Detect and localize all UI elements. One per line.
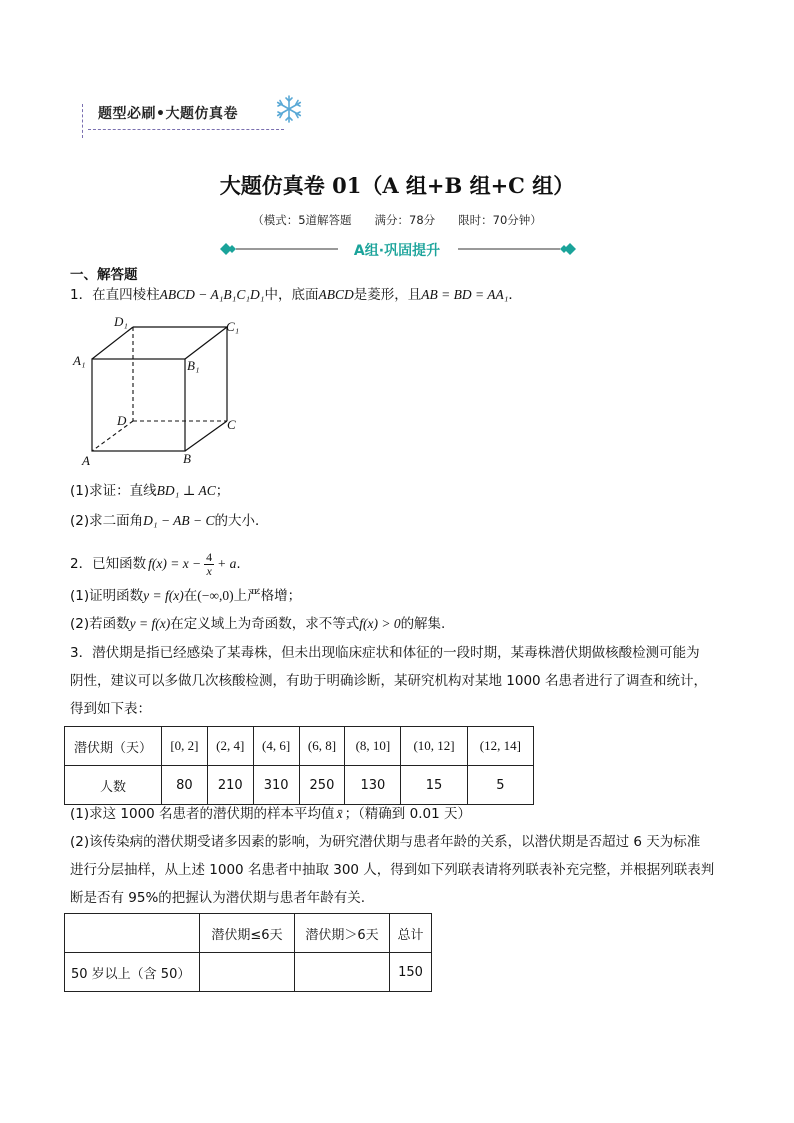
- question-2-part-2: (2)若函数y = f(x)在定义域上为奇函数，求不等式f(x) > 0的解集.: [70, 616, 446, 632]
- count-cell: 15: [401, 766, 467, 805]
- vertex-label-c: C: [227, 417, 236, 432]
- question-1-stem: 1．在直四棱柱ABCD − A₁B₁C₁D₁中，底面ABCD是菱形，且AB = BD = AA₁．: [70, 287, 522, 303]
- header-vertical-rule: [82, 104, 83, 138]
- question-3-part-2-line-2: 进行分层抽样，从上述 1000 名患者中抽取 300 人，得到如下列联表请将列联表补充完整，并根据列联表判: [70, 862, 715, 878]
- table-row: [65, 727, 534, 766]
- question-3-line-3: 得到如下表：: [70, 701, 151, 717]
- question-3-line-1: 3．潜伏期是指已经感染了某毒株，但未出现临床症状和体征的一段时期，某毒株潜伏期做核酸检测可能为: [70, 645, 700, 661]
- count-cell: 310: [253, 766, 299, 805]
- question-1-part-2: (2)求二面角D₁ − AB − C的大小．: [70, 513, 269, 529]
- header-horizontal-rule: [88, 129, 284, 130]
- vertex-label-a: A: [82, 453, 90, 468]
- row-label-over-50: 50 岁以上（含 50）: [65, 953, 200, 992]
- incubation-table: [64, 726, 534, 805]
- table-row: [65, 914, 432, 953]
- row-header-incubation: 潜伏期（天）: [65, 727, 162, 766]
- header-cell: [65, 914, 200, 953]
- interval-cell: (4, 6]: [253, 727, 299, 766]
- question-1-part-1: (1)求证：直线BD₁ ⊥ AC；: [70, 483, 230, 499]
- question-3-part-2-line-1: (2)该传染病的潜伏期受诸多因素的影响，为研究潜伏期与患者年龄的关系，以潜伏期是否超过 6 天为标准: [70, 834, 701, 850]
- header-cell: 潜伏期≤6天: [200, 914, 295, 953]
- interval-cell: (10, 12]: [401, 727, 467, 766]
- question-2-stem: 2．已知函数 f(x) = x − $\frac{4}{x}$ + a .: [70, 549, 241, 578]
- prism-diagram: [70, 314, 250, 470]
- question-3-part-2-line-3: 断是否有 95%的把握认为潜伏期与患者年龄有关.: [70, 890, 366, 906]
- header-tag: 题型必刷•大题仿真卷: [98, 106, 238, 122]
- contingency-table: [64, 913, 432, 992]
- total-cell: 150: [390, 953, 432, 992]
- blank-cell: [200, 953, 295, 992]
- interval-cell: (6, 8]: [299, 727, 345, 766]
- question-3-line-2: 阴性，建议可以多做几次核酸检测，有助于明确诊断，某研究机构对某地 1000 名患者进行了调查和统计，: [70, 673, 707, 689]
- group-label: A组·巩固提升: [353, 243, 441, 259]
- question-2-part-1: (1)证明函数y = f(x)在(−∞,0)上严格增；: [70, 588, 302, 604]
- page-title: 大题仿真卷 01（A 组+B 组+C 组）: [219, 173, 575, 198]
- question-3-part-1: (1)求这 1000 名患者的潜伏期的样本平均值 x̄ ；（精确到 0.01 天）: [70, 806, 471, 822]
- count-cell: 80: [162, 766, 208, 805]
- table-row: [65, 766, 534, 805]
- interval-cell: (2, 4]: [207, 727, 253, 766]
- interval-cell: (8, 10]: [345, 727, 401, 766]
- count-cell: 5: [467, 766, 533, 805]
- blank-cell: [295, 953, 390, 992]
- exam-meta: （模式：5道解答题 满分：78分 限时：70分钟）: [252, 213, 542, 227]
- count-cell: 130: [345, 766, 401, 805]
- count-cell: 250: [299, 766, 345, 805]
- table-row: [65, 953, 432, 992]
- section-heading: 一、解答题: [70, 267, 138, 283]
- vertex-label-a1: A₁: [73, 353, 86, 368]
- interval-cell: [0, 2]: [162, 727, 208, 766]
- vertex-label-b1: B₁: [187, 358, 200, 373]
- vertex-label-d1: D₁: [114, 314, 128, 329]
- snowflake-icon: [274, 94, 304, 124]
- vertex-label-c1: C₁: [226, 319, 240, 334]
- row-header-count: 人数: [65, 766, 162, 805]
- count-cell: 210: [207, 766, 253, 805]
- interval-cell: (12, 14]: [467, 727, 533, 766]
- vertex-label-b: B: [183, 451, 191, 466]
- fraction-4-over-x: $\frac{4}{x}$: [206, 549, 213, 578]
- header-cell: 总计: [390, 914, 432, 953]
- vertex-label-d: D: [117, 413, 127, 428]
- header-cell: 潜伏期＞6天: [295, 914, 390, 953]
